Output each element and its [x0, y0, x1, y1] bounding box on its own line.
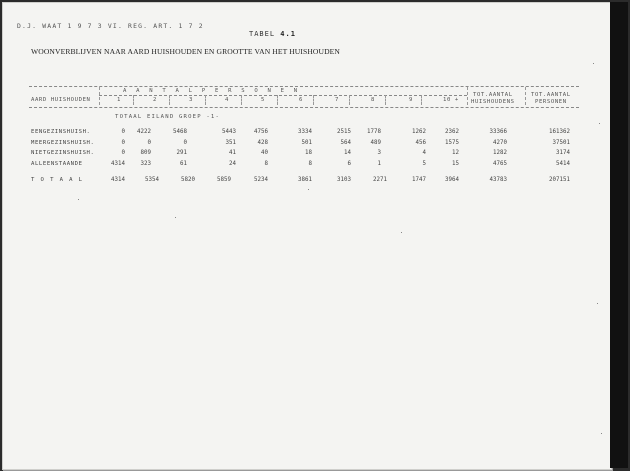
table-cell: 18: [305, 150, 312, 156]
size-col-3: 3: [189, 97, 193, 103]
table-cell: 351: [225, 140, 236, 146]
col-sep: [277, 95, 278, 105]
size-col-8: 8: [371, 97, 375, 103]
table-cell: 14: [344, 150, 351, 156]
total-households-header-2: HUISHOUDENS: [471, 99, 515, 105]
size-col-6: 6: [299, 97, 303, 103]
table-cell: 5443: [222, 129, 236, 135]
table-cell: 12: [452, 150, 459, 156]
table-cell: 3861: [298, 177, 312, 183]
table-cell: 1: [377, 161, 381, 167]
table-cell: 5234: [254, 177, 268, 183]
total-households-cell: 43783: [489, 177, 507, 183]
table-cell: 4222: [137, 129, 151, 135]
table-cell: 323: [140, 161, 151, 167]
table-cell: 4314: [111, 161, 125, 167]
row-label-nietgezins: NIETGEZINSHUISH.: [31, 150, 95, 156]
size-col-7: 7: [335, 97, 339, 103]
table-cell: 564: [340, 140, 351, 146]
scan-speck: [597, 303, 598, 304]
total-persons-cell: 3174: [556, 150, 570, 156]
size-col-2: 2: [153, 97, 157, 103]
total-persons-header-2: PERSONEN: [535, 99, 567, 105]
scan-speck: [401, 232, 402, 233]
table-cell: 1778: [367, 129, 381, 135]
table-cell: 5820: [181, 177, 195, 183]
table-cell: 2271: [373, 177, 387, 183]
table-cell: 291: [176, 150, 187, 156]
scan-speck: [78, 199, 79, 200]
col-sep: [421, 95, 422, 105]
table-cell: 2515: [337, 129, 351, 135]
group-header: A A N T A L P E R S O N E N: [123, 88, 301, 94]
table-cell: 428: [257, 140, 268, 146]
table-cell: 41: [229, 150, 236, 156]
col-sep: [241, 95, 242, 105]
table-top-rule: [29, 86, 579, 87]
row-label-alleenstaande: ALLEENSTAANDE: [31, 161, 83, 167]
col-sep: [525, 87, 526, 105]
col-sep: [99, 87, 100, 105]
table-cell: 24: [229, 161, 236, 167]
total-persons-cell: 5414: [556, 161, 570, 167]
table-cell: 4314: [111, 177, 125, 183]
header-reference: D.J. WAAT 1 9 7 3 VI. REG. ART. 1 7 2: [17, 22, 204, 30]
table-cell: 1262: [412, 129, 426, 135]
table-header-rule: [29, 107, 579, 108]
total-persons-header-1: TOT.AANTAL: [531, 92, 571, 98]
total-households-cell: 4765: [493, 161, 507, 167]
table-cell: 4756: [254, 129, 268, 135]
group-footer: TOTAAL EILAND GROEP -1-: [115, 114, 221, 120]
table-cell: 0: [183, 140, 187, 146]
table-cell: 6: [347, 161, 351, 167]
size-col-4: 4: [225, 97, 229, 103]
table-cell: 3964: [445, 177, 459, 183]
table-cell: 3103: [337, 177, 351, 183]
table-cell: 8: [308, 161, 312, 167]
table-cell: 0: [147, 140, 151, 146]
table-cell: 4: [422, 150, 426, 156]
table-cell: 5859: [217, 177, 231, 183]
col-sep: [133, 95, 134, 105]
total-households-cell: 33366: [489, 129, 507, 135]
table-cell: 3334: [298, 129, 312, 135]
scan-speck: [308, 189, 309, 190]
row-label-eengezins: EENGEZINSHUISH.: [31, 129, 91, 135]
size-col-9: 9: [409, 97, 413, 103]
total-households-cell: 4270: [493, 140, 507, 146]
table-cell: 1747: [412, 177, 426, 183]
document-page: [2, 2, 612, 470]
table-title: WOONVERBLIJVEN NAAR AARD HUISHOUDEN EN GROOTTE VAN HET HUISHOUDEN: [31, 47, 340, 56]
tabel-label: [249, 30, 296, 38]
table-cell: 15: [452, 161, 459, 167]
table-cell: 8: [264, 161, 268, 167]
total-persons-cell: 161362: [549, 129, 570, 135]
tabel-number: 4.1: [280, 30, 296, 38]
scanner-edge: [610, 2, 628, 468]
table-cell: 1575: [445, 140, 459, 146]
size-col-10plus: 10 +: [443, 97, 459, 103]
table-cell: 5: [422, 161, 426, 167]
table-cell: 5354: [145, 177, 159, 183]
tabel-word: TABEL: [249, 30, 276, 38]
table-cell: 0: [121, 129, 125, 135]
size-col-1: 1: [117, 97, 121, 103]
table-cell: 2362: [445, 129, 459, 135]
group-header-rule: [99, 95, 467, 96]
scan-speck: [601, 433, 602, 434]
row-label-meergezins: MEERGEZINSHUISH.: [31, 140, 95, 146]
table-cell: 61: [180, 161, 187, 167]
col-sep: [205, 95, 206, 105]
scan-speck: [593, 63, 594, 64]
total-households-header-1: TOT.AANTAL: [473, 92, 513, 98]
col-sep: [313, 95, 314, 105]
table-cell: 0: [121, 140, 125, 146]
table-cell: 456: [415, 140, 426, 146]
total-households-cell: 1282: [493, 150, 507, 156]
table-cell: 489: [370, 140, 381, 146]
table-cell: 501: [301, 140, 312, 146]
table-cell: 3: [377, 150, 381, 156]
row-label-totaal: T O T A A L: [31, 177, 84, 183]
total-persons-cell: 207151: [549, 177, 570, 183]
scan-speck: [175, 217, 176, 218]
table-cell: 809: [140, 150, 151, 156]
col-sep: [385, 95, 386, 105]
col-sep: [169, 95, 170, 105]
corner-label: AARD HUISHOUDEN: [31, 97, 91, 103]
table-cell: 0: [121, 150, 125, 156]
table-cell: 40: [261, 150, 268, 156]
total-persons-cell: 37501: [552, 140, 570, 146]
table-cell: 5468: [173, 129, 187, 135]
size-col-5: 5: [261, 97, 265, 103]
col-sep: [467, 87, 468, 105]
col-sep: [349, 95, 350, 105]
scan-speck: [599, 123, 600, 124]
